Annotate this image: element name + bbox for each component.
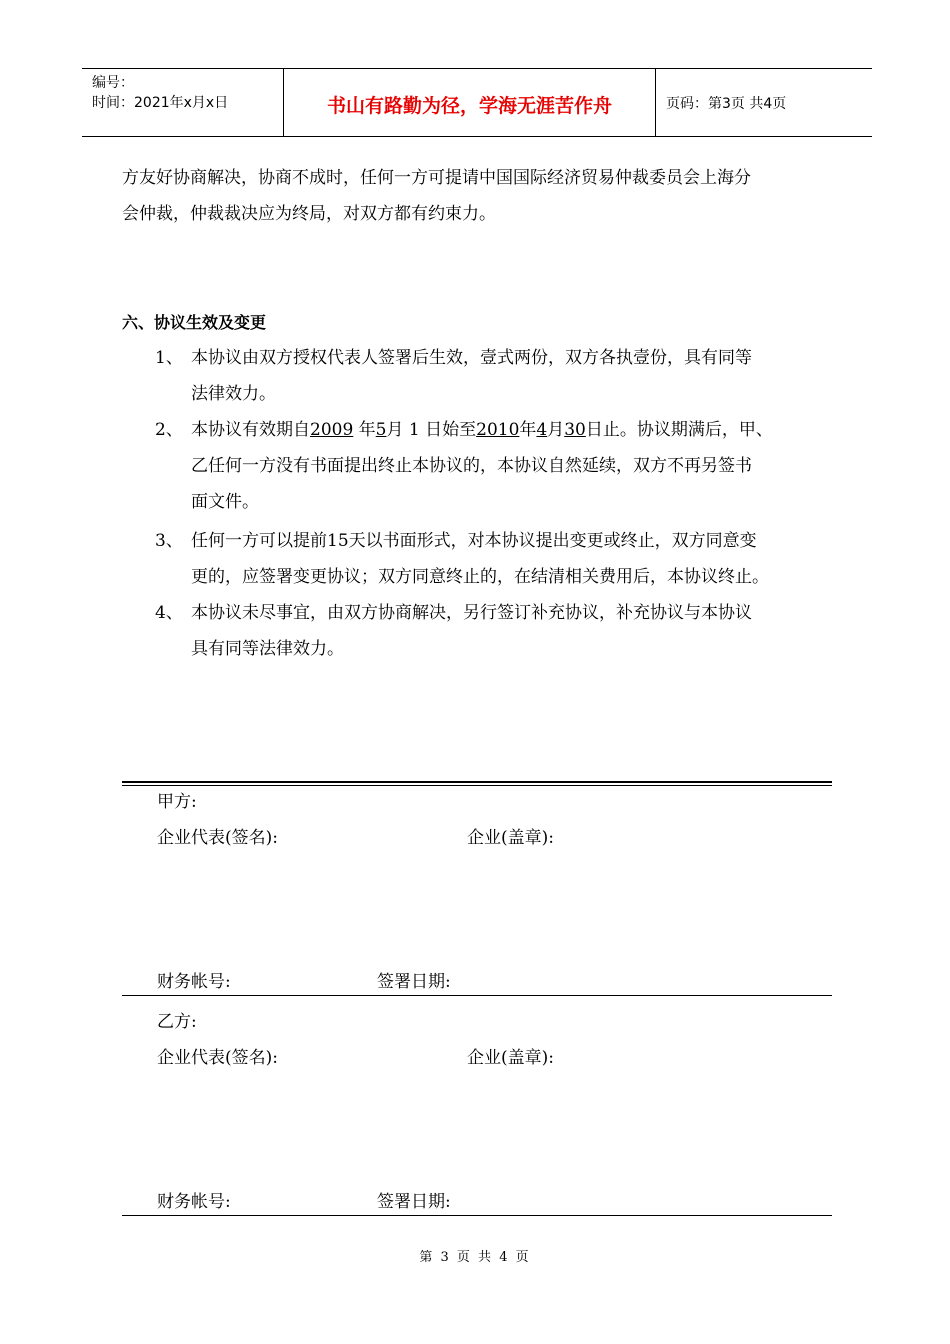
clause-text [191, 595, 845, 667]
clause-line [191, 420, 773, 440]
clause-number: 4、 [155, 603, 183, 623]
clause-number: 2、 [155, 420, 183, 440]
party-b-account-label: 财务帐号: [157, 1192, 231, 1212]
year-unit: 年 [358, 420, 376, 440]
party-b-rep-label: 企业代表(签名): [157, 1048, 278, 1068]
start-month: 5 [375, 420, 387, 440]
validity-prefix: 本协议有效期自 [191, 420, 310, 440]
clause-line: 法律效力。 [191, 384, 276, 404]
clause-text [191, 523, 845, 595]
party-b-divider [122, 1215, 832, 1216]
party-a-date-label: 签署日期: [377, 972, 451, 992]
party-b-label: 乙方: [157, 1012, 197, 1032]
clause-line: 本协议未尽事宜，由双方协商解决，另行签订补充协议，补充协议与本协议 [191, 603, 752, 623]
validity-suffix: 日止。协议期满后，甲、 [585, 420, 773, 440]
clause-item [155, 595, 845, 667]
clause-line: 乙任何一方没有书面提出终止本协议的，本协议自然延续，双方不再另签书 [191, 456, 752, 476]
end-year: 2010 [476, 420, 520, 440]
clause-text [191, 412, 845, 520]
clause-text [191, 340, 845, 412]
document-number-label: 编号： [92, 75, 134, 91]
party-a-seal-label: 企业(盖章): [467, 828, 554, 848]
clause-line: 具有同等法律效力。 [191, 639, 344, 659]
document-header [82, 68, 872, 137]
party-b-date-label: 签署日期: [377, 1192, 451, 1212]
month-unit: 月 [386, 420, 404, 440]
intro-paragraph [122, 160, 842, 232]
intro-line-1: 方友好协商解决，协商不成时，任何一方可提请中国国际经济贸易仲裁委员会上海分 [122, 168, 751, 188]
clause-item [155, 523, 845, 595]
signature-divider [122, 781, 832, 786]
header-motto: 书山有路勤为径，学海无涯苦作舟 [284, 69, 656, 136]
clause-item [155, 412, 845, 520]
day-unit: 日始至 [425, 420, 477, 440]
section-6-title: 六、协议生效及变更 [122, 313, 267, 332]
header-meta [82, 69, 284, 136]
clause-line: 更的，应签署变更协议；双方同意终止的，在结清相关费用后，本协议终止。 [191, 567, 769, 587]
document-time-label: 时间：2021年x月x日 [92, 95, 229, 111]
page-footer: 第 3 页 共 4 页 [419, 1250, 531, 1265]
clause-item [155, 340, 845, 412]
end-month: 4 [536, 420, 548, 440]
clause-number: 1、 [155, 348, 183, 368]
clause-line: 面文件。 [191, 492, 259, 512]
header-page-code: 页码：第3页 共4页 [666, 95, 787, 112]
start-day: 1 [403, 420, 426, 440]
start-year: 2009 [310, 420, 354, 440]
clause-number: 3、 [155, 531, 183, 551]
party-a-label: 甲方: [157, 792, 197, 812]
party-b-seal-label: 企业(盖章): [467, 1048, 554, 1068]
party-a-divider [122, 995, 832, 996]
year-unit: 年 [519, 420, 537, 440]
party-a-account-label: 财务帐号: [157, 972, 231, 992]
party-a-rep-label: 企业代表(签名): [157, 828, 278, 848]
month-unit: 月 [547, 420, 565, 440]
clause-line: 任何一方可以提前15天以书面形式，对本协议提出变更或终止，双方同意变 [191, 531, 757, 551]
end-day: 30 [564, 420, 586, 440]
intro-line-2: 会仲裁，仲裁裁决应为终局，对双方都有约束力。 [122, 204, 496, 224]
clause-line: 本协议由双方授权代表人签署后生效，壹式两份，双方各执壹份，具有同等 [191, 348, 752, 368]
